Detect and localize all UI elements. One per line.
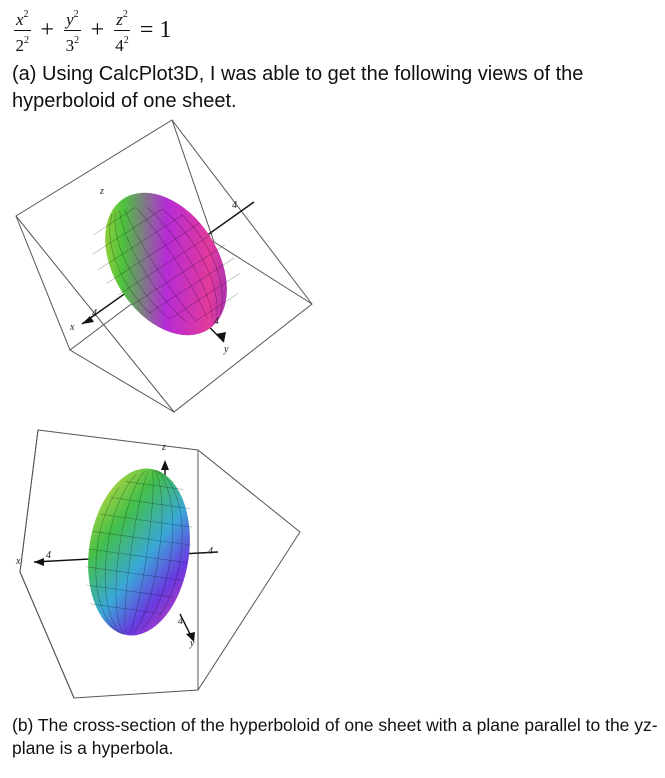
term-z-exp: 2: [122, 8, 128, 20]
fig2-tick-y: 4: [178, 616, 183, 627]
fig1-tick-4: 4: [232, 200, 237, 211]
equals-one: = 1: [139, 16, 172, 43]
fig2-tick-4: 4: [208, 546, 213, 557]
fig2-label-x: x: [16, 556, 21, 567]
term-y-exp: 2: [73, 8, 79, 20]
fig2-label-z: z: [162, 442, 166, 453]
fig2-label-y: y: [190, 638, 195, 649]
term-x-base-exp: 2: [24, 34, 30, 46]
term-y: [64, 5, 81, 56]
z-arrow-icon-2: [161, 460, 169, 470]
fig1-label-z: z: [100, 186, 104, 197]
term-y-var: y: [66, 9, 74, 29]
term-y-base: 3: [65, 35, 75, 55]
y-arrow-icon-1: [216, 332, 226, 342]
part-a-text: (a) Using CalcPlot3D, I was able to get the following views of the hyperboloid of one sheet.: [12, 63, 584, 112]
x-arrow-icon-2: [34, 558, 44, 566]
term-x-base: 2: [15, 35, 25, 55]
term-z-base: 4: [115, 35, 124, 55]
term-y-base-exp: 2: [74, 34, 80, 46]
term-x-exp: 2: [23, 8, 29, 20]
plus-sign-1: +: [40, 16, 55, 43]
figure-2-plot: [12, 428, 312, 704]
part-b-text: (b) The cross-section of the hyperboloid of one sheet with a plane parallel to the yz-plane is a hyperbola.: [12, 715, 658, 758]
fig1-label-x: x: [70, 322, 75, 333]
term-z: [114, 5, 130, 56]
fig1-tick-x: 4: [92, 308, 97, 319]
ellipsoid-equation: [12, 2, 179, 58]
term-x: [14, 5, 31, 56]
term-z-var: z: [116, 9, 123, 29]
term-z-base-exp: 2: [123, 34, 129, 46]
fig1-label-y: y: [224, 344, 229, 355]
ellipsoid-surface-2: [71, 461, 207, 643]
figure-1-plot: [14, 118, 324, 418]
plus-sign-2: +: [90, 16, 105, 43]
fig1-tick-y: 4: [214, 316, 219, 327]
term-x-var: x: [16, 9, 24, 29]
fig2-tick-x: 4: [46, 550, 51, 561]
